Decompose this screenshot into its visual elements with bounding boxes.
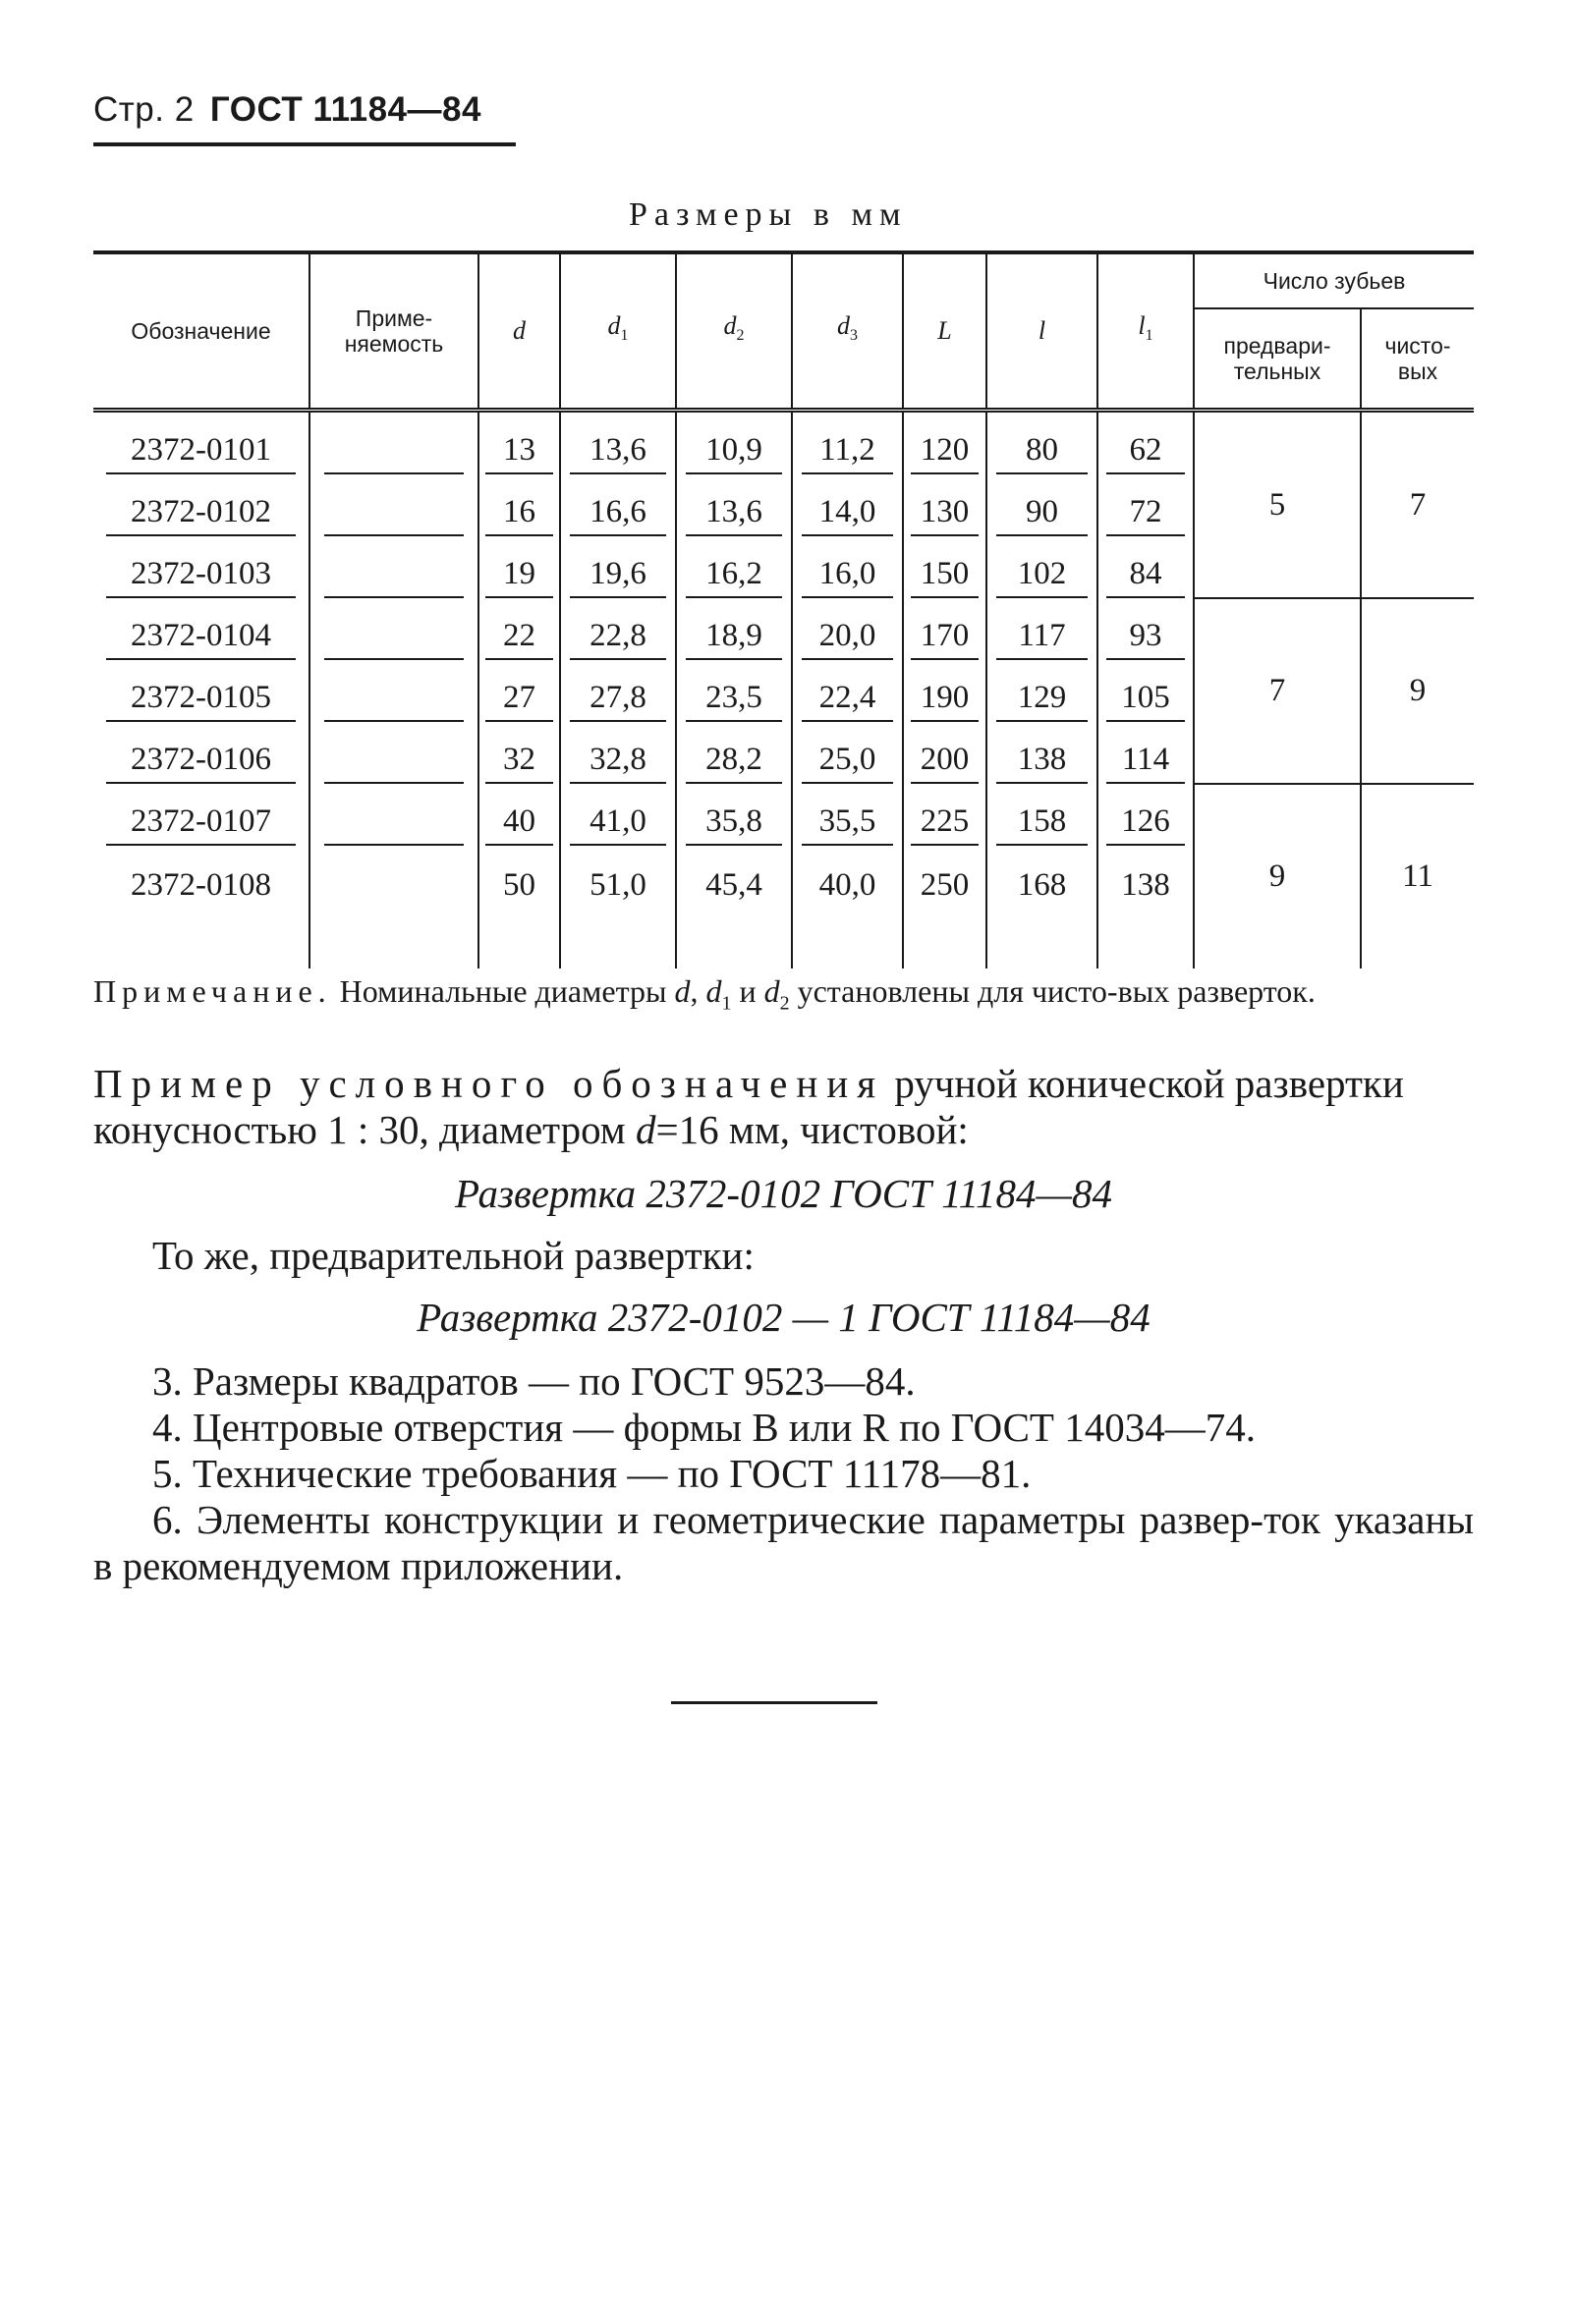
cell-d1: 27,8 [560, 660, 676, 722]
header-rule [93, 142, 516, 146]
spacer-cell [676, 908, 792, 968]
cell-d2: 45,4 [676, 846, 792, 908]
note-var-d: d [674, 973, 691, 1009]
header-l: l [986, 252, 1097, 411]
cell-L: 170 [903, 598, 986, 660]
example-lead: Пример условного обозначения [93, 1061, 885, 1106]
item-4: 4. Центровые отверстия — формы В или R по ГОСТ 14034—74. [152, 1405, 1256, 1450]
note-sep: , [690, 973, 706, 1009]
table-row [93, 598, 1474, 660]
spacer-cell [560, 908, 676, 968]
cell-d2: 10,9 [676, 411, 792, 475]
cell-l: 117 [986, 598, 1097, 660]
cell-designation: 2372-0102 [93, 474, 309, 536]
standard-number: ГОСТ 11184—84 [209, 90, 481, 129]
table-note [93, 972, 1474, 1022]
header-applicability: Приме- няемость [309, 252, 478, 411]
teeth-prelim-group-1: 5 [1194, 411, 1361, 599]
header-teeth-count: Число зубьев [1194, 252, 1474, 308]
teeth-prelim-group-3: 9 [1194, 784, 1361, 968]
cell-d: 22 [478, 598, 560, 660]
note-var-d2-sub: 2 [779, 992, 790, 1015]
cell-l1: 84 [1097, 536, 1194, 598]
cell-d: 19 [478, 536, 560, 598]
cell-designation: 2372-0103 [93, 536, 309, 598]
cell-d1: 51,0 [560, 846, 676, 908]
cell-d2: 23,5 [676, 660, 792, 722]
table-body [93, 411, 1474, 969]
header-teeth-final: чисто- вых [1361, 308, 1474, 411]
cell-designation: 2372-0105 [93, 660, 309, 722]
note-var-d1: d [705, 973, 722, 1009]
cell-d3: 35,5 [792, 784, 903, 846]
spacer-cell [478, 908, 560, 968]
cell-applicability [309, 536, 478, 598]
spacer-cell [986, 908, 1097, 968]
cell-d3: 22,4 [792, 660, 903, 722]
note-label: Примечание. [93, 973, 332, 1009]
cell-d3: 14,0 [792, 474, 903, 536]
cell-d: 16 [478, 474, 560, 536]
cell-l: 129 [986, 660, 1097, 722]
designation-prelim: Развертка 2372-0102 — 1 ГОСТ 11184—84 [417, 1295, 1151, 1340]
item-5: 5. Технические требования — по ГОСТ 11178—81. [152, 1451, 1032, 1496]
cell-l: 168 [986, 846, 1097, 908]
item-6: 6. Элементы конструкции и геометрические параметры развер-ток указаны в рекомендуемом приложении. [93, 1497, 1474, 1588]
example-paragraph [93, 1061, 1474, 1153]
cell-d: 32 [478, 722, 560, 784]
cell-l: 158 [986, 784, 1097, 846]
cell-d1: 22,8 [560, 598, 676, 660]
page-header [93, 90, 481, 130]
header-L: L [903, 252, 986, 411]
cell-l1: 138 [1097, 846, 1194, 908]
example-var: d [636, 1107, 656, 1152]
cell-L: 120 [903, 411, 986, 475]
teeth-final-group-3: 11 [1361, 784, 1474, 968]
cell-d2: 35,8 [676, 784, 792, 846]
cell-applicability [309, 722, 478, 784]
cell-d2: 28,2 [676, 722, 792, 784]
spacer-cell [792, 908, 903, 968]
note-var-d2: d [763, 973, 780, 1009]
cell-d2: 18,9 [676, 598, 792, 660]
designation-final: Развертка 2372-0102 ГОСТ 11184—84 [454, 1171, 1112, 1216]
cell-d: 40 [478, 784, 560, 846]
note-text-1: Номинальные диаметры [331, 973, 675, 1009]
cell-L: 225 [903, 784, 986, 846]
spacer-cell [903, 908, 986, 968]
header-teeth-prelim: предвари- тельных [1194, 308, 1361, 411]
cell-L: 190 [903, 660, 986, 722]
dimensions-table [93, 250, 1474, 968]
cell-L: 200 [903, 722, 986, 784]
cell-designation: 2372-0106 [93, 722, 309, 784]
cell-d1: 13,6 [560, 411, 676, 475]
example-rest-1: ручной конической развертки конусностью 1 : 30, диаметром [93, 1061, 1404, 1152]
teeth-prelim-group-2: 7 [1194, 598, 1361, 784]
page-number: Стр. 2 [93, 90, 195, 129]
spacer-cell [1097, 908, 1194, 968]
note-var-d1-sub: 1 [721, 992, 732, 1015]
cell-applicability [309, 598, 478, 660]
cell-d1: 32,8 [560, 722, 676, 784]
cell-d1: 41,0 [560, 784, 676, 846]
spacer-cell [93, 908, 309, 968]
cell-l: 138 [986, 722, 1097, 784]
cell-applicability [309, 411, 478, 475]
header-d3: $d_3$ [792, 252, 903, 411]
cell-d2: 16,2 [676, 536, 792, 598]
cell-designation: 2372-0104 [93, 598, 309, 660]
same-prelim-text: То же, предварительной развертки: [152, 1233, 755, 1278]
item-3: 3. Размеры квадратов — по ГОСТ 9523—84. [152, 1358, 916, 1404]
cell-d3: 20,0 [792, 598, 903, 660]
end-rule [671, 1701, 877, 1704]
cell-l1: 93 [1097, 598, 1194, 660]
cell-d: 27 [478, 660, 560, 722]
cell-d3: 16,0 [792, 536, 903, 598]
cell-l: 90 [986, 474, 1097, 536]
cell-L: 250 [903, 846, 986, 908]
cell-designation: 2372-0107 [93, 784, 309, 846]
teeth-final-group-1: 7 [1361, 411, 1474, 599]
cell-designation: 2372-0108 [131, 867, 271, 903]
cell-d3: 11,2 [792, 411, 903, 475]
cell-designation: 2372-0101 [93, 411, 309, 475]
spacer-cell [309, 908, 478, 968]
cell-l1: 114 [1097, 722, 1194, 784]
table-row [93, 784, 1474, 846]
table-row [93, 411, 1474, 475]
header-d1: $d_1$ [560, 252, 676, 411]
cell-l1: 72 [1097, 474, 1194, 536]
cell-applicability [309, 846, 478, 908]
cell-l: 102 [986, 536, 1097, 598]
header-designation: Обозначение [93, 252, 309, 411]
cell-d3: 25,0 [792, 722, 903, 784]
cell-L: 150 [903, 536, 986, 598]
cell-applicability [309, 784, 478, 846]
cell-L: 130 [903, 474, 986, 536]
note-text-2: установлены для чисто-вых разверток. [789, 973, 1316, 1009]
units-caption: Размеры в мм [629, 196, 908, 233]
cell-applicability [309, 660, 478, 722]
header-d: d [478, 252, 560, 411]
teeth-final-group-2: 9 [1361, 598, 1474, 784]
cell-d1: 16,6 [560, 474, 676, 536]
cell-d1: 19,6 [560, 536, 676, 598]
example-rest-2: =16 мм, чистовой: [655, 1107, 969, 1152]
cell-l: 80 [986, 411, 1097, 475]
header-d2: $d_2$ [676, 252, 792, 411]
note-and: и [731, 973, 764, 1009]
cell-d2: 13,6 [676, 474, 792, 536]
header-l1: $l_1$ [1097, 252, 1194, 411]
cell-applicability [309, 474, 478, 536]
cell-l1: 62 [1097, 411, 1194, 475]
cell-l1: 126 [1097, 784, 1194, 846]
cell-d: 13 [478, 411, 560, 475]
cell-d: 50 [478, 846, 560, 908]
cell-d3: 40,0 [792, 846, 903, 908]
cell-l1: 105 [1097, 660, 1194, 722]
